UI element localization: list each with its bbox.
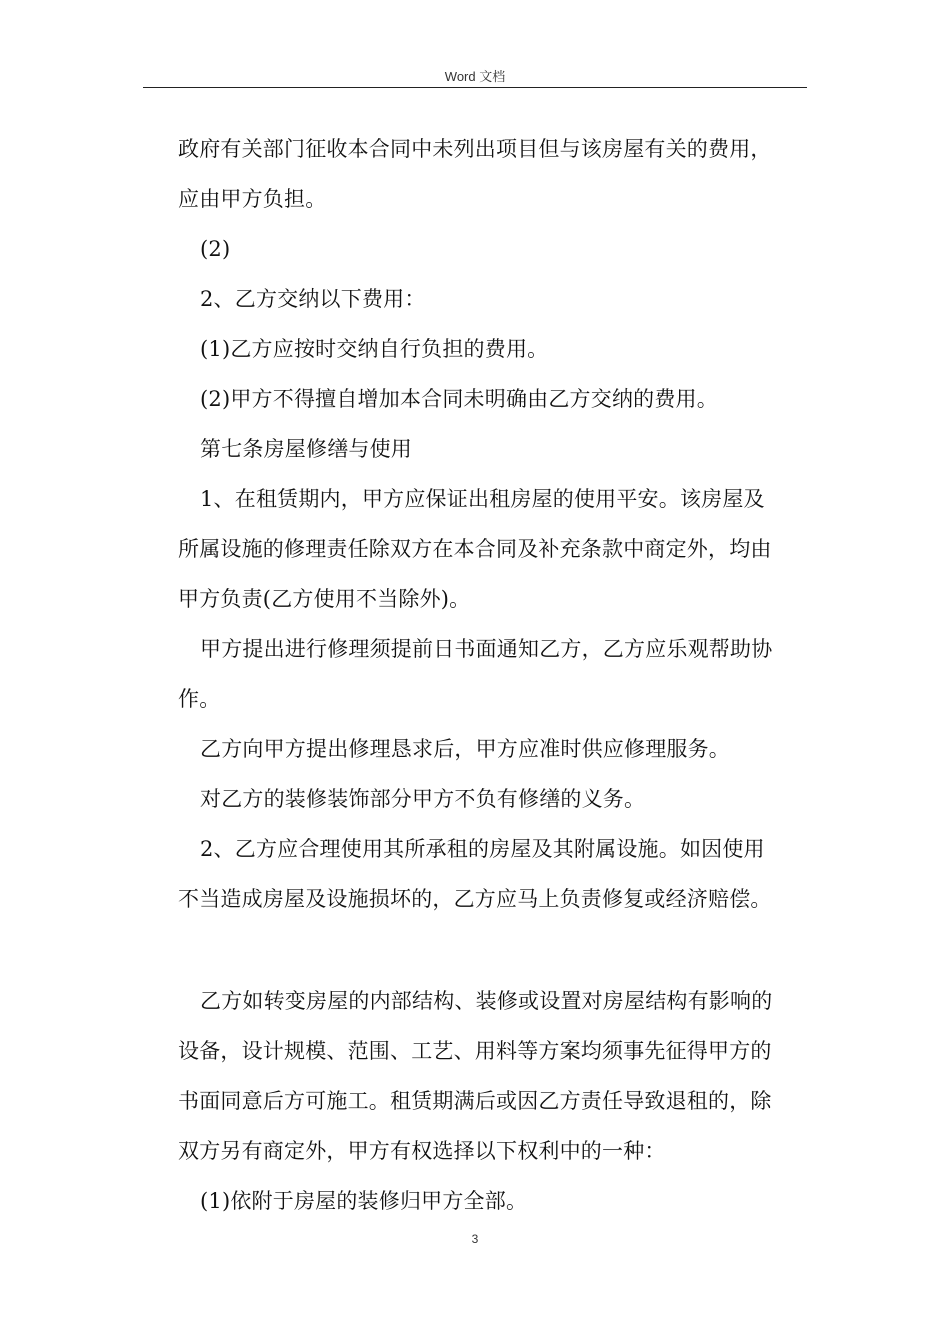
page-number: 3 (471, 1232, 479, 1246)
section-heading: 第七条房屋修缮与使用 (200, 437, 412, 461)
paragraph-line: 乙方向甲方提出修理恳求后，甲方应准时供应修理服务。 (200, 737, 730, 761)
paragraph-line: (1)乙方应按时交纳自行负担的费用。 (200, 337, 549, 361)
header-rule (143, 87, 807, 88)
paragraph-line: 作。 (178, 687, 221, 711)
paragraph-line: 设备，设计规模、范围、工艺、用料等方案均须事先征得甲方的 (178, 1039, 772, 1063)
document-body (178, 124, 808, 1226)
paragraph-line: 应由甲方负担。 (178, 187, 327, 211)
paragraph-line: (1)依附于房屋的装修归甲方全部。 (200, 1189, 528, 1213)
paragraph-line: 所属设施的修理责任除双方在本合同及补充条款中商定外，均由 (178, 537, 772, 561)
paragraph-line: (2) (200, 237, 231, 261)
paragraph-line: 不当造成房屋及设施损坏的，乙方应马上负责修复或经济赔偿。 (178, 887, 772, 911)
paragraph-line: 2、乙方应合理使用其所承租的房屋及其附属设施。如因使用 (200, 837, 765, 861)
paragraph-line: 乙方如转变房屋的内部结构、装修或设置对房屋结构有影响的 (200, 989, 773, 1013)
paragraph-line: 2、乙方交纳以下费用： (200, 287, 426, 311)
blank-line (178, 924, 808, 976)
paragraph-line: (2)甲方不得擅自增加本合同未明确由乙方交纳的费用。 (200, 387, 718, 411)
paragraph-line: 双方另有商定外，甲方有权选择以下权利中的一种： (178, 1139, 666, 1163)
paragraph-line: 甲方提出进行修理须提前日书面通知乙方，乙方应乐观帮助协 (200, 637, 773, 661)
paragraph-line: 甲方负责(乙方使用不当除外)。 (178, 587, 471, 611)
paragraph-line: 对乙方的装修装饰部分甲方不负有修缮的义务。 (200, 787, 646, 811)
page-header: Word 文档 (444, 69, 506, 84)
paragraph-line: 政府有关部门征收本合同中未列出项目但与该房屋有关的费用， (178, 137, 772, 161)
paragraph-line: 书面同意后方可施工。租赁期满后或因乙方责任导致退租的，除 (178, 1089, 772, 1113)
paragraph-line: 1、在租赁期内，甲方应保证出租房屋的使用平安。该房屋及 (200, 487, 765, 511)
